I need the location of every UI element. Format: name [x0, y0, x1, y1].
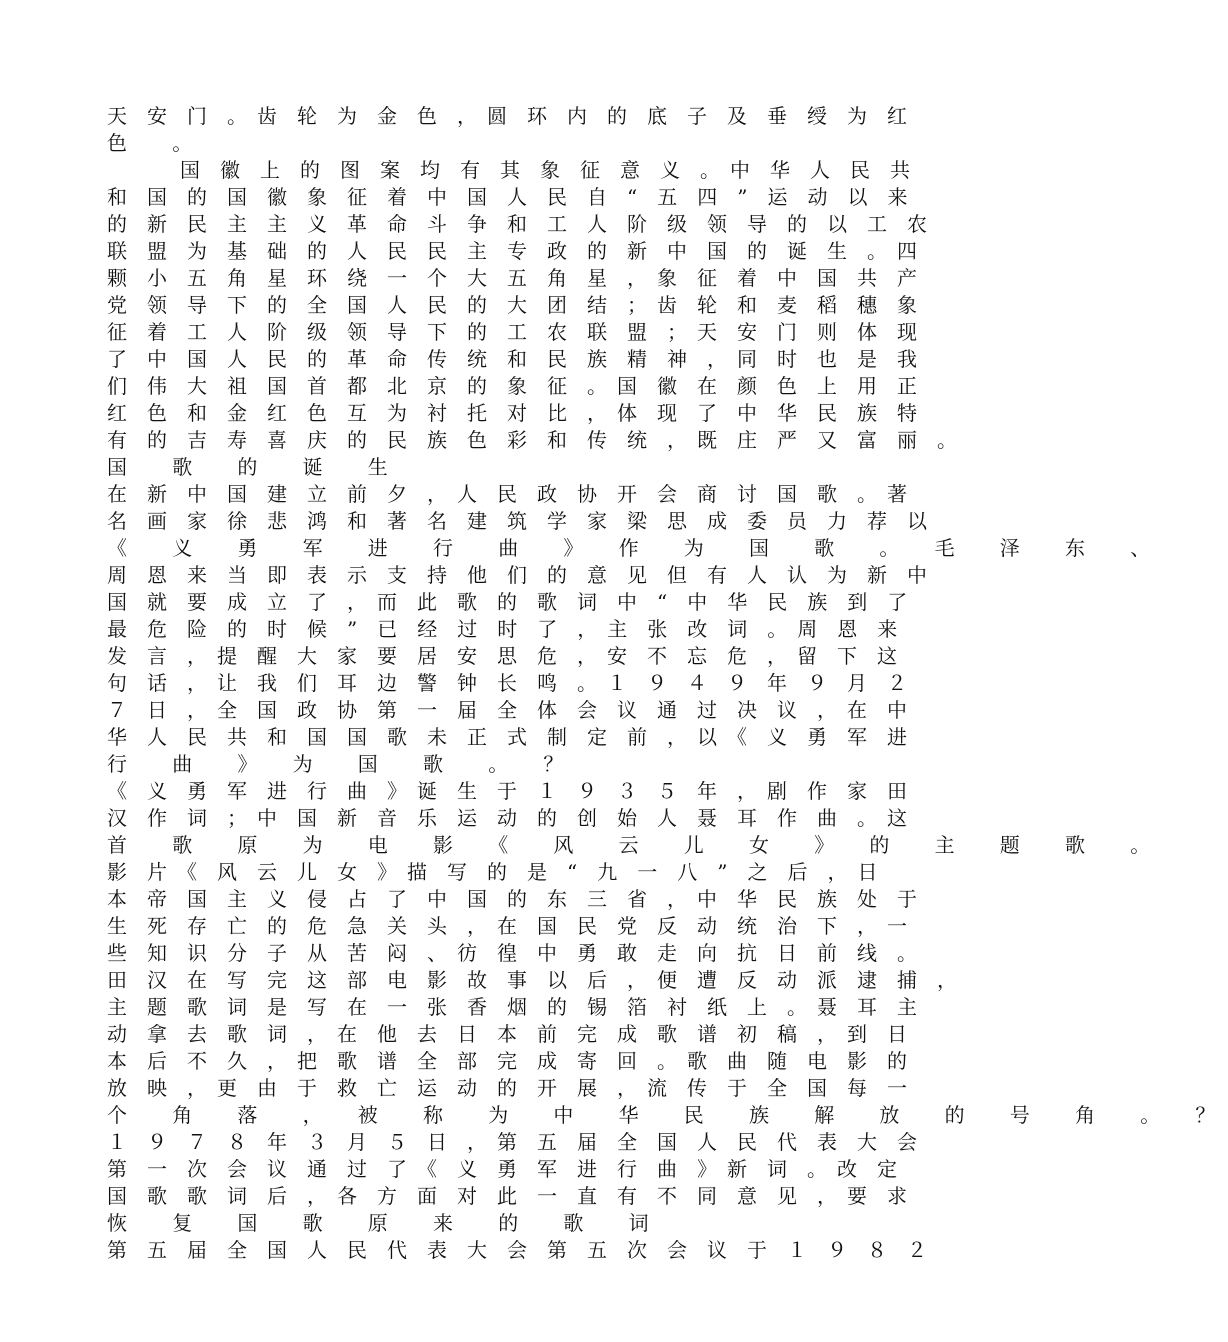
text-line: 颗 小 五 角 星 环 绕 一 个 大 五 角 星 ， 象 征 着 中 国 共 产: [107, 266, 917, 290]
text-line: 第 一 次 会 议 通 过 了 《 义 勇 军 进 行 曲 》 新 词 。 改 定: [107, 1157, 897, 1181]
text-line: 红 色 和 金 红 色 互 为 衬 托 对 比 ， 体 现 了 中 华 民 族 特: [107, 401, 917, 425]
text-line: 动 拿 去 歌 词 ， 在 他 去 日 本 前 完 成 歌 谱 初 稿 ， 到 日: [107, 1022, 907, 1046]
text-line: 首 歌 原 为 电 影 《 风 云 儿 女 》 的 主 题 歌 。: [107, 833, 1163, 857]
text-line: 行 曲 》 为 国 歌 。 ？: [107, 752, 576, 776]
text-line: 国 徽 上 的 图 案 均 有 其 象 征 意 义 。 中 华 人 民 共: [180, 158, 910, 182]
text-line: 有 的 吉 寿 喜 庆 的 民 族 色 彩 和 传 统 ， 既 庄 严 又 富 丽 。: [107, 428, 957, 452]
text-line: 影 片 《 风 云 儿 女 》 描 写 的 是 “ 九 一 八 ” 之 后 ， 日: [107, 860, 878, 884]
text-line: 生 死 存 亡 的 危 急 关 头 ， 在 国 民 党 反 动 统 治 下 ， 一: [107, 914, 907, 938]
text-line: ７ 日 ， 全 国 政 协 第 一 届 全 体 会 议 通 过 决 议 ， 在 中: [107, 698, 907, 722]
text-line: 田 汉 在 写 完 这 部 电 影 故 事 以 后 ， 便 遭 反 动 派 逮 捕 ，: [107, 968, 957, 992]
text-line: 汉 作 词 ； 中 国 新 音 乐 运 动 的 创 始 人 聂 耳 作 曲 。 这: [107, 806, 907, 830]
text-line: 党 领 导 下 的 全 国 人 民 的 大 团 结 ； 齿 轮 和 麦 稻 穗 象: [107, 293, 917, 317]
text-line: 在 新 中 国 建 立 前 夕 ， 人 民 政 协 开 会 商 讨 国 歌 。 著: [107, 482, 907, 506]
text-line: 色 。: [107, 131, 205, 155]
text-line: 名 画 家 徐 悲 鸿 和 著 名 建 筑 学 家 梁 思 成 委 员 力 荐 以: [107, 509, 927, 533]
text-line: 《 义 勇 军 进 行 曲 》 作 为 国 歌 。 毛 泽 东 、: [107, 536, 1163, 560]
text-line: 本 帝 国 主 义 侵 占 了 中 国 的 东 三 省 ， 中 华 民 族 处 于: [107, 887, 917, 911]
text-line: 征 着 工 人 阶 级 领 导 下 的 工 农 联 盟 ； 天 安 门 则 体 现: [107, 320, 917, 344]
text-line: 主 题 歌 词 是 写 在 一 张 香 烟 的 锡 箔 衬 纸 上 。 聂 耳 主: [107, 995, 917, 1019]
text-line: 周 恩 来 当 即 表 示 支 持 他 们 的 意 见 但 有 人 认 为 新 中: [107, 563, 927, 587]
text-line: 的 新 民 主 主 义 革 命 斗 争 和 工 人 阶 级 领 导 的 以 工 农: [107, 212, 927, 236]
section-heading: 国 歌 的 诞 生: [107, 455, 401, 479]
text-line: 发 言 ， 提 醒 大 家 要 居 安 思 危 ， 安 不 忘 危 ， 留 下 这: [107, 644, 897, 668]
text-line: 本 后 不 久 ， 把 歌 谱 全 部 完 成 寄 回 。 歌 曲 随 电 影 的: [107, 1049, 907, 1073]
text-line: １ ９ ７ ８ 年 ３ 月 ５ 日 ， 第 五 届 全 国 人 民 代 表 大 会: [107, 1130, 917, 1154]
text-line: 恢 复 国 歌 原 来 的 歌 词: [107, 1211, 662, 1235]
text-line: 些 知 识 分 子 从 苦 闷 、 彷 徨 中 勇 敢 走 向 抗 日 前 线 。: [107, 941, 917, 965]
text-line: 联 盟 为 基 础 的 人 民 民 主 专 政 的 新 中 国 的 诞 生 。 四: [107, 239, 917, 263]
text-line: 们 伟 大 祖 国 首 都 北 京 的 象 征 。 国 徽 在 颜 色 上 用 正: [107, 374, 917, 398]
text-line: 国 就 要 成 立 了 ， 而 此 歌 的 歌 词 中 “ 中 华 民 族 到 了: [107, 590, 908, 614]
text-line: 华 人 民 共 和 国 国 歌 未 正 式 制 定 前 ， 以 《 义 勇 军 进: [107, 725, 907, 749]
text-line: 最 危 险 的 时 候 ” 已 经 过 时 了 ， 主 张 改 词 。 周 恩 来: [107, 617, 898, 641]
text-line: 第 五 届 全 国 人 民 代 表 大 会 第 五 次 会 议 于 １ ９ ８ ２: [107, 1238, 927, 1262]
text-line: 放 映 ， 更 由 于 救 亡 运 动 的 开 展 ， 流 传 于 全 国 每 一: [107, 1076, 907, 1100]
text-line: 国 歌 歌 词 后 ， 各 方 面 对 此 一 直 有 不 同 意 见 ， 要 求: [107, 1184, 907, 1208]
text-line: 个 角 落 ， 被 称 为 中 华 民 族 解 放 的 号 角 。 ？: [107, 1103, 1228, 1127]
text-line: 句 话 ， 让 我 们 耳 边 警 钟 长 鸣 。 １ ９ ４ ９ 年 ９ 月 ２: [107, 671, 907, 695]
text-line: 天 安 门 。 齿 轮 为 金 色 ， 圆 环 内 的 底 子 及 垂 绶 为 红: [107, 104, 907, 128]
text-line: 《 义 勇 军 进 行 曲 》 诞 生 于 １ ９ ３ ５ 年 ， 剧 作 家 田: [107, 779, 907, 803]
text-line: 了 中 国 人 民 的 革 命 传 统 和 民 族 精 神 ， 同 时 也 是 我: [107, 347, 917, 371]
text-line: 和 国 的 国 徽 象 征 着 中 国 人 民 自 “ 五 四 ” 运 动 以 来: [107, 185, 908, 209]
